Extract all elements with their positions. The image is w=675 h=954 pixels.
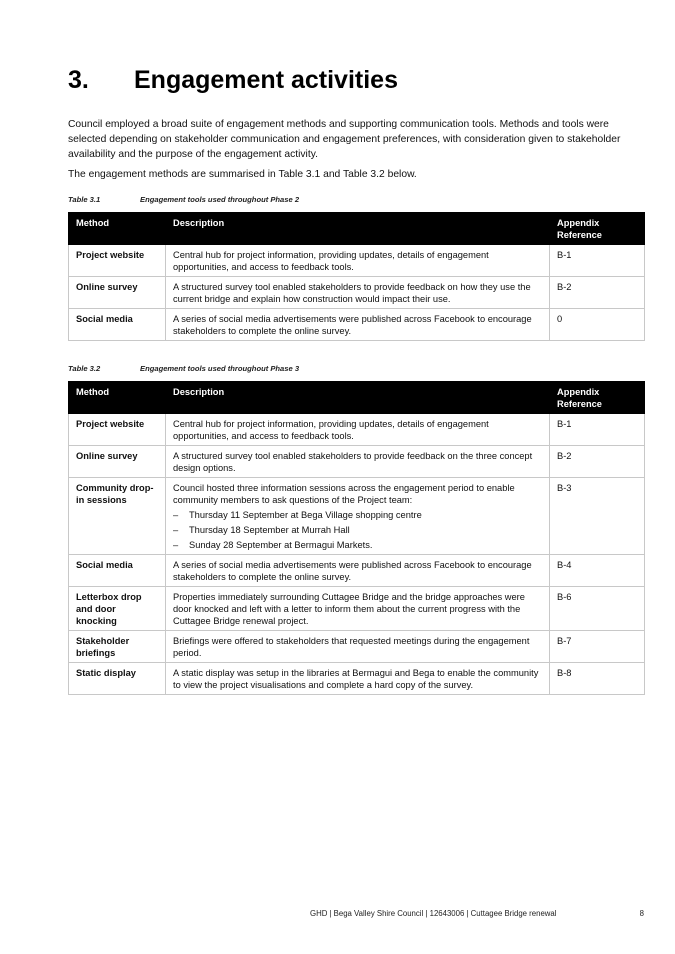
table-row (69, 631, 645, 663)
table-3-1 (68, 212, 645, 341)
method-cell: Online survey (69, 277, 166, 309)
reference-cell: B-4 (550, 555, 645, 587)
reference-cell: 0 (550, 309, 645, 341)
header-method: Method (69, 382, 166, 414)
dash-bullet: – (173, 525, 179, 535)
description-cell: A static display was setup in the libraries at Bermagui and Bega to enable the community to view the project visualisations and complete a hard copy of the survey. (166, 663, 550, 695)
table-caption-number: Table 3.2 (68, 364, 101, 373)
method-cell: Project website (69, 245, 166, 277)
table-row (69, 663, 645, 695)
footer-text: GHD | Bega Valley Shire Council | 12643006 | Cuttagee Bridge renewal (310, 909, 557, 918)
header-description: Description (166, 382, 550, 414)
table-row (69, 555, 645, 587)
description-cell: A series of social media advertisements were published across Facebook to encourage stakeholders to complete the online survey. (166, 309, 550, 341)
list-item (173, 524, 542, 536)
table-header-row (69, 213, 645, 245)
header-description: Description (166, 213, 550, 245)
method-cell: Social media (69, 555, 166, 587)
method-cell: Project website (69, 414, 166, 446)
list-item-text: Sunday 28 September at Bermagui Markets. (189, 540, 373, 550)
table-row (69, 446, 645, 478)
description-cell: A series of social media advertisements were published across Facebook to encourage stakeholders to complete the online survey. (166, 555, 550, 587)
description-text: Council hosted three information sessions across the engagement period to enable community members to ask questions of the Project team: (173, 483, 515, 505)
header-appendix-reference: Appendix Reference (550, 213, 645, 245)
page-number: 8 (639, 909, 644, 918)
description-cell: Central hub for project information, providing updates, details of engagement opportunities, and access to feedback tools. (166, 245, 550, 277)
reference-cell: B-8 (550, 663, 645, 695)
dash-bullet: – (173, 510, 179, 520)
page-footer (310, 909, 644, 918)
reference-cell: B-2 (550, 277, 645, 309)
table-header-row (69, 382, 645, 414)
table-3-2-caption (68, 364, 299, 373)
list-item (173, 539, 542, 551)
reference-cell: B-6 (550, 587, 645, 631)
reference-cell: B-1 (550, 414, 645, 446)
session-list (173, 509, 542, 551)
description-cell: A structured survey tool enabled stakeholders to provide feedback on how they use the current bridge and explain how construction would impact their use. (166, 277, 550, 309)
table-3-1-caption (68, 195, 299, 204)
description-cell: A structured survey tool enabled stakeholders to provide feedback on the three concept design options. (166, 446, 550, 478)
method-cell: Static display (69, 663, 166, 695)
intro-paragraph: Council employed a broad suite of engagement methods and supporting communication tools. Methods and tools were selected depending on stakeholder communication and engagement preferences, with consideration given to stakeholder availability and the purpose of the engagement activity. (68, 119, 621, 160)
reference-cell: B-7 (550, 631, 645, 663)
description-cell: Briefings were offered to stakeholders that requested meetings during the engagement period. (166, 631, 550, 663)
table-row (69, 414, 645, 446)
header-method: Method (69, 213, 166, 245)
section-heading (68, 66, 398, 95)
summary-paragraph: The engagement methods are summarised in Table 3.1 and Table 3.2 below. (68, 169, 417, 180)
method-cell: Letterbox drop and door knocking (69, 587, 166, 631)
description-cell (166, 478, 550, 555)
section-number: 3. (68, 66, 89, 94)
reference-cell: B-1 (550, 245, 645, 277)
table-caption-title: Engagement tools used throughout Phase 3 (140, 364, 300, 373)
reference-cell: B-3 (550, 478, 645, 555)
method-cell: Social media (69, 309, 166, 341)
method-cell: Stakeholder briefings (69, 631, 166, 663)
section-title: Engagement activities (134, 66, 398, 94)
table-row (69, 587, 645, 631)
table-row (69, 245, 645, 277)
list-item-text: Thursday 11 September at Bega Village shopping centre (189, 510, 422, 520)
reference-cell: B-2 (550, 446, 645, 478)
table-row (69, 309, 645, 341)
list-item-text: Thursday 18 September at Murrah Hall (189, 525, 350, 535)
header-appendix-reference: Appendix Reference (550, 382, 645, 414)
list-item (173, 509, 542, 521)
table-caption-title: Engagement tools used throughout Phase 2 (140, 195, 300, 204)
table-caption-number: Table 3.1 (68, 195, 101, 204)
description-cell: Properties immediately surrounding Cuttagee Bridge and the bridge approaches were door knocked and left with a letter to inform them about the current progress with the Cuttagee Bridge renewal project. (166, 587, 550, 631)
dash-bullet: – (173, 540, 179, 550)
method-cell: Community drop-in sessions (69, 478, 166, 555)
description-cell: Central hub for project information, providing updates, details of engagement opportunities, and access to feedback tools. (166, 414, 550, 446)
table-row (69, 277, 645, 309)
table-3-2 (68, 381, 645, 695)
table-row (69, 478, 645, 555)
method-cell: Online survey (69, 446, 166, 478)
